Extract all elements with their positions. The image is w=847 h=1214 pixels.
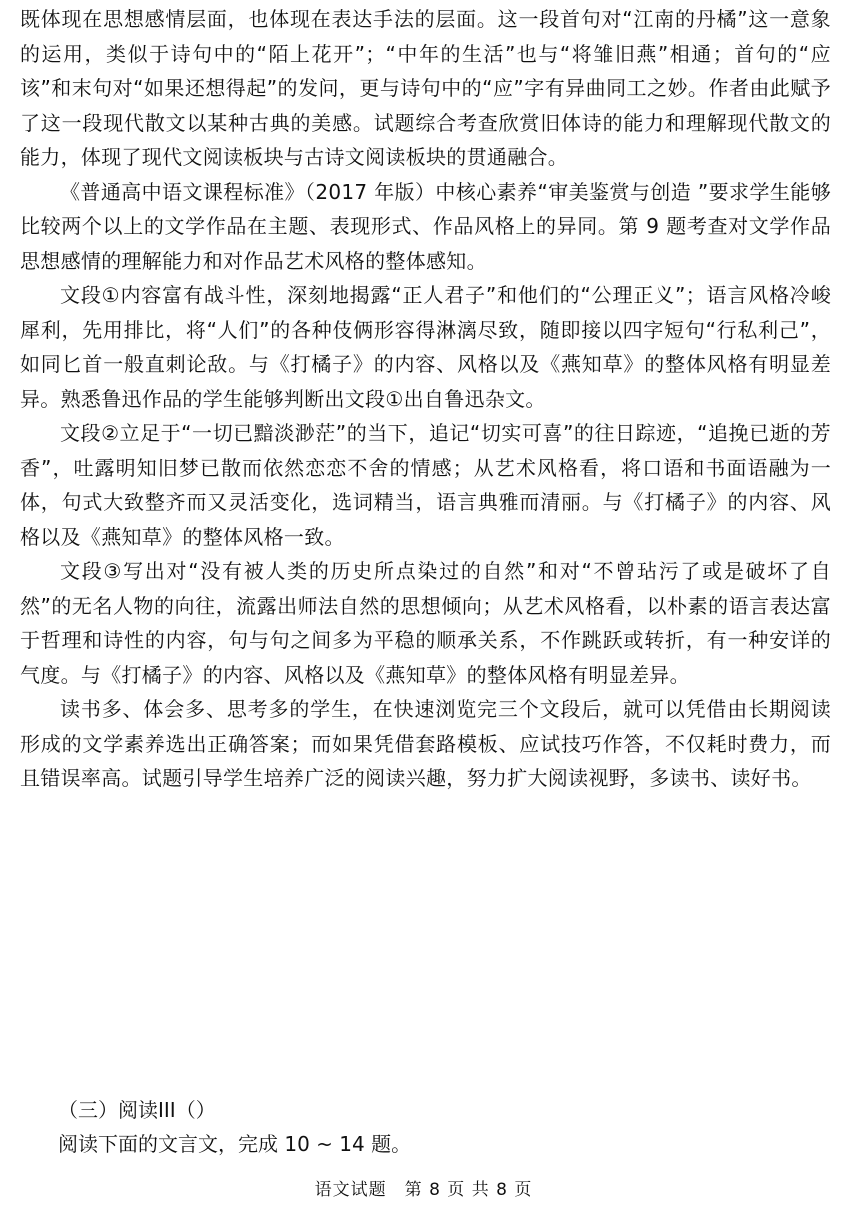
section-heading: （三）阅读III（） [58,1098,216,1122]
paragraph-4: 文段②立足于“一切已黯淡渺茫”的当下，追记“切实可喜”的往日踪迹，“追挽已逝的芳香”，吐露明知旧梦已散而依然恋恋不舍的情感；从艺术风格看，将口语和书面语融为一体，句式大致整齐而又灵活变化，选词精当，语言典雅而清丽。与《打橘子》的内容、风格以及《燕知草》的整体风格一致。 [20,421,831,549]
paragraph-2: 《普通高中语文课程标准》（2017 年版）中核心素养“审美鉴赏与创造 ”要求学生能够比较两个以上的文学作品在主题、表现形式、作品风格上的异同。第 9 题考查对文学作品思想感情的理解能力和对作品艺术风格的整体感知。 [20,179,831,273]
section-instruction: 阅读下面的文言文，完成 10 ~ 14 题。 [58,1132,412,1156]
paragraph-6: 读书多、体会多、思考多的学生，在快速浏览完三个文段后，就可以凭借由长期阅读形成的文学素养选出正确答案；而如果凭借套路模板、应试技巧作答，不仅耗时费力，而且错误率高。试题引导学生培养广泛的阅读兴趣，努力扩大阅读视野，多读书、读好书。 [20,697,831,790]
paragraph-5: 文段③写出对“没有被人类的历史所点染过的自然”和对“不曾玷污了或是破坏了自然”的无名人物的向往，流露出师法自然的思想倾向；从艺术风格看，以朴素的语言表达富于哲理和诗性的内容，句与句之间多为平稳的顺承关系，不作跳跃或转折，有一种安详的气度。与《打橘子》的内容、风格以及《燕知草》的整体风格有明显差异。 [20,559,831,687]
paragraph-1: 既体现在思想感情层面，也体现在表达手法的层面。这一段首句对“江南的丹橘”这一意象的运用，类似于诗句中的“陌上花开”；“中年的生活”也与“将雏旧燕”相通；首句的“应该”和末句对“如果还想得起”的发问，更与诗句中的“应”字有异曲同工之妙。作者由此赋予了这一段现代散文以某种古典的美感。试题综合考查欣赏旧体诗的能力和理解现代散文的能力，体现了现代文阅读板块与古诗文阅读板块的贯通融合。 [20,7,831,169]
body-text [20,2,831,796]
paragraph-3: 文段①内容富有战斗性，深刻地揭露“正人君子”和他们的“公理正义”；语言风格冷峻犀利，先用排比，将“人们”的各种伎俩形容得淋漓尽致，随即接以四字短句“行私利己”，如同匕首一般直刺论敌。与《打橘子》的内容、风格以及《燕知草》的整体风格有明显差异。熟悉鲁迅作品的学生能够判断出文段①出自鲁迅杂文。 [20,283,831,411]
reading-section [58,1093,818,1161]
page-footer: 语文试题 第 8 页 共 8 页 [314,1180,533,1200]
